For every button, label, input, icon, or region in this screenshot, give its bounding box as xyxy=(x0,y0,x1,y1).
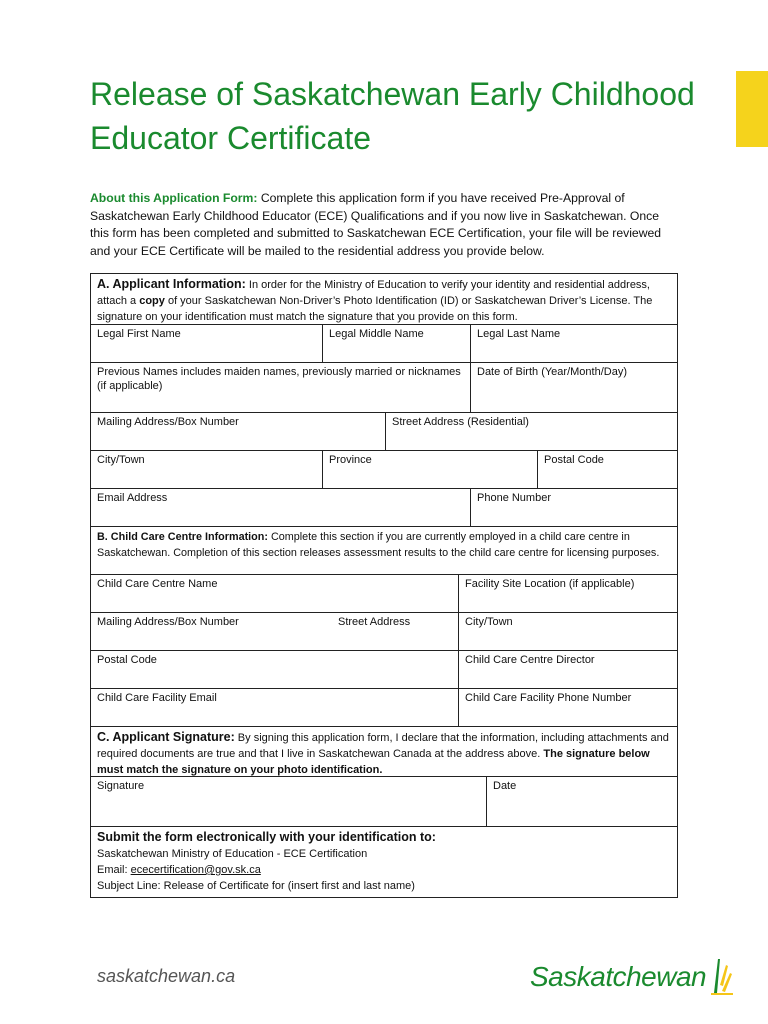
submit-subject-line: Subject Line: Release of Certificate for (insert first and last name) xyxy=(97,880,415,892)
legal-last-name-field[interactable] xyxy=(470,325,677,362)
previous-names-label: Previous Names includes maiden names, previously married or nicknames (if applicable) xyxy=(97,366,461,392)
date-field[interactable] xyxy=(486,777,677,826)
email-address-label: Email Address xyxy=(97,492,168,504)
centre-director-field[interactable] xyxy=(458,651,677,688)
date-of-birth-field[interactable] xyxy=(470,363,677,412)
section-c-header xyxy=(91,726,677,776)
legal-last-name-label: Legal Last Name xyxy=(477,328,561,340)
centre-name-field[interactable] xyxy=(91,575,458,612)
province-label: Province xyxy=(329,454,372,466)
section-a-bold: copy xyxy=(139,295,165,307)
centre-city-field[interactable] xyxy=(458,613,677,650)
section-b-heading: B. Child Care Centre Information: xyxy=(97,531,268,543)
intro-lead: About this Application Form: xyxy=(90,191,258,205)
section-b-header xyxy=(91,526,677,574)
title-line-2: Educator Certificate xyxy=(90,120,372,156)
facility-email-field[interactable] xyxy=(91,689,458,726)
row-city-province xyxy=(91,450,677,488)
facility-location-label: Facility Site Location (if applicable) xyxy=(465,578,635,590)
city-label: City/Town xyxy=(97,454,145,466)
page-title xyxy=(90,72,710,160)
title-line-1: Release of Saskatchewan Early Childhood xyxy=(90,76,695,112)
date-label: Date xyxy=(493,780,517,792)
section-c-heading: C. Applicant Signature: xyxy=(97,730,235,744)
footer-website: saskatchewan.ca xyxy=(97,966,236,986)
wheat-icon xyxy=(708,955,734,995)
mailing-address-label: Mailing Address/Box Number xyxy=(97,416,239,428)
row-centre-postal xyxy=(91,650,677,688)
legal-first-name-field[interactable] xyxy=(91,325,322,362)
submit-info xyxy=(91,826,677,897)
legal-middle-name-label: Legal Middle Name xyxy=(329,328,424,340)
centre-postal-code-label: Postal Code xyxy=(97,654,157,666)
logo-wordmark: Saskatchewan xyxy=(530,961,707,992)
submit-email-link[interactable]: ececertification@gov.sk.ca xyxy=(130,864,261,876)
centre-name-label: Child Care Centre Name xyxy=(97,578,218,590)
email-address-field[interactable] xyxy=(91,489,470,526)
street-address-label: Street Address (Residential) xyxy=(392,416,529,428)
section-a-text-1: In order for the Ministry of Education to verify your identity and residential address, attach a xyxy=(97,279,650,307)
section-c-text: By signing this application form, I declare that the information, including attachments and required documents are true and that I live in Saskatchewan Canada at the address above. xyxy=(97,732,669,760)
postal-code-field[interactable] xyxy=(537,451,677,488)
row-centre-name xyxy=(91,574,677,612)
section-a-text-2: of your Saskatchewan Non-Driver’s Photo Identification (ID) or Saskatchewan Driver’s License. The signature on your identification must match the signature that you provide on this form. xyxy=(97,295,653,323)
row-signature xyxy=(91,776,677,826)
centre-director-label: Child Care Centre Director xyxy=(465,654,595,666)
section-b-text: Complete this section if you are currently employed in a child care centre in Saskatchewan. Completion of this section releases assessment results to the child care centre for licensing purposes. xyxy=(97,531,660,559)
facility-phone-label: Child Care Facility Phone Number xyxy=(465,692,632,704)
submit-email-line xyxy=(97,862,671,878)
row-centre-contact xyxy=(91,688,677,726)
intro-text: Complete this application form if you have received Pre-Approval of Saskatchewan Early Childhood Educator (ECE) Qualifications and if you now live in Saskatchewan. Once this form has been completed and submitted to Saskatchewan ECE Certification, your file will be reviewed and your ECE Certificate will be mailed to the residential address you provide below. xyxy=(90,191,662,258)
section-a-header xyxy=(91,274,677,324)
row-centre-address xyxy=(91,612,677,650)
signature-field[interactable] xyxy=(91,777,486,826)
legal-first-name-label: Legal First Name xyxy=(97,328,181,340)
province-field[interactable] xyxy=(322,451,537,488)
centre-city-label: City/Town xyxy=(465,616,513,628)
centre-address-field[interactable] xyxy=(91,613,458,650)
phone-number-field[interactable] xyxy=(470,489,677,526)
signature-label: Signature xyxy=(97,780,145,792)
row-previous-names xyxy=(91,362,677,412)
city-field[interactable] xyxy=(91,451,322,488)
submit-heading: Submit the form electronically with your identification to: xyxy=(97,830,436,844)
facility-phone-field[interactable] xyxy=(458,689,677,726)
phone-number-label: Phone Number xyxy=(477,492,551,504)
submit-email-label: Email: xyxy=(97,864,131,876)
application-form xyxy=(90,273,678,898)
submit-ministry-line: Saskatchewan Ministry of Education - ECE Certification xyxy=(97,848,368,860)
section-c-bold: The signature below must match the signature on your photo identification. xyxy=(97,748,650,776)
facility-email-label: Child Care Facility Email xyxy=(97,692,217,704)
row-contact xyxy=(91,488,677,526)
intro-paragraph xyxy=(90,190,680,260)
legal-middle-name-field[interactable] xyxy=(322,325,470,362)
facility-location-field[interactable] xyxy=(458,575,677,612)
previous-names-field[interactable] xyxy=(91,363,470,412)
centre-postal-code-field[interactable] xyxy=(91,651,458,688)
yellow-tab-decoration xyxy=(736,71,768,147)
postal-code-label: Postal Code xyxy=(544,454,604,466)
centre-mailing-address-label: Mailing Address/Box Number xyxy=(97,616,239,628)
mailing-address-field[interactable] xyxy=(91,413,385,450)
street-address-field[interactable] xyxy=(385,413,677,450)
row-legal-names xyxy=(91,324,677,362)
section-a-heading: A. Applicant Information: xyxy=(97,277,246,291)
saskatchewan-logo xyxy=(530,955,734,995)
date-of-birth-label: Date of Birth (Year/Month/Day) xyxy=(477,366,627,378)
centre-street-address-label: Street Address xyxy=(338,616,411,628)
row-addresses xyxy=(91,412,677,450)
